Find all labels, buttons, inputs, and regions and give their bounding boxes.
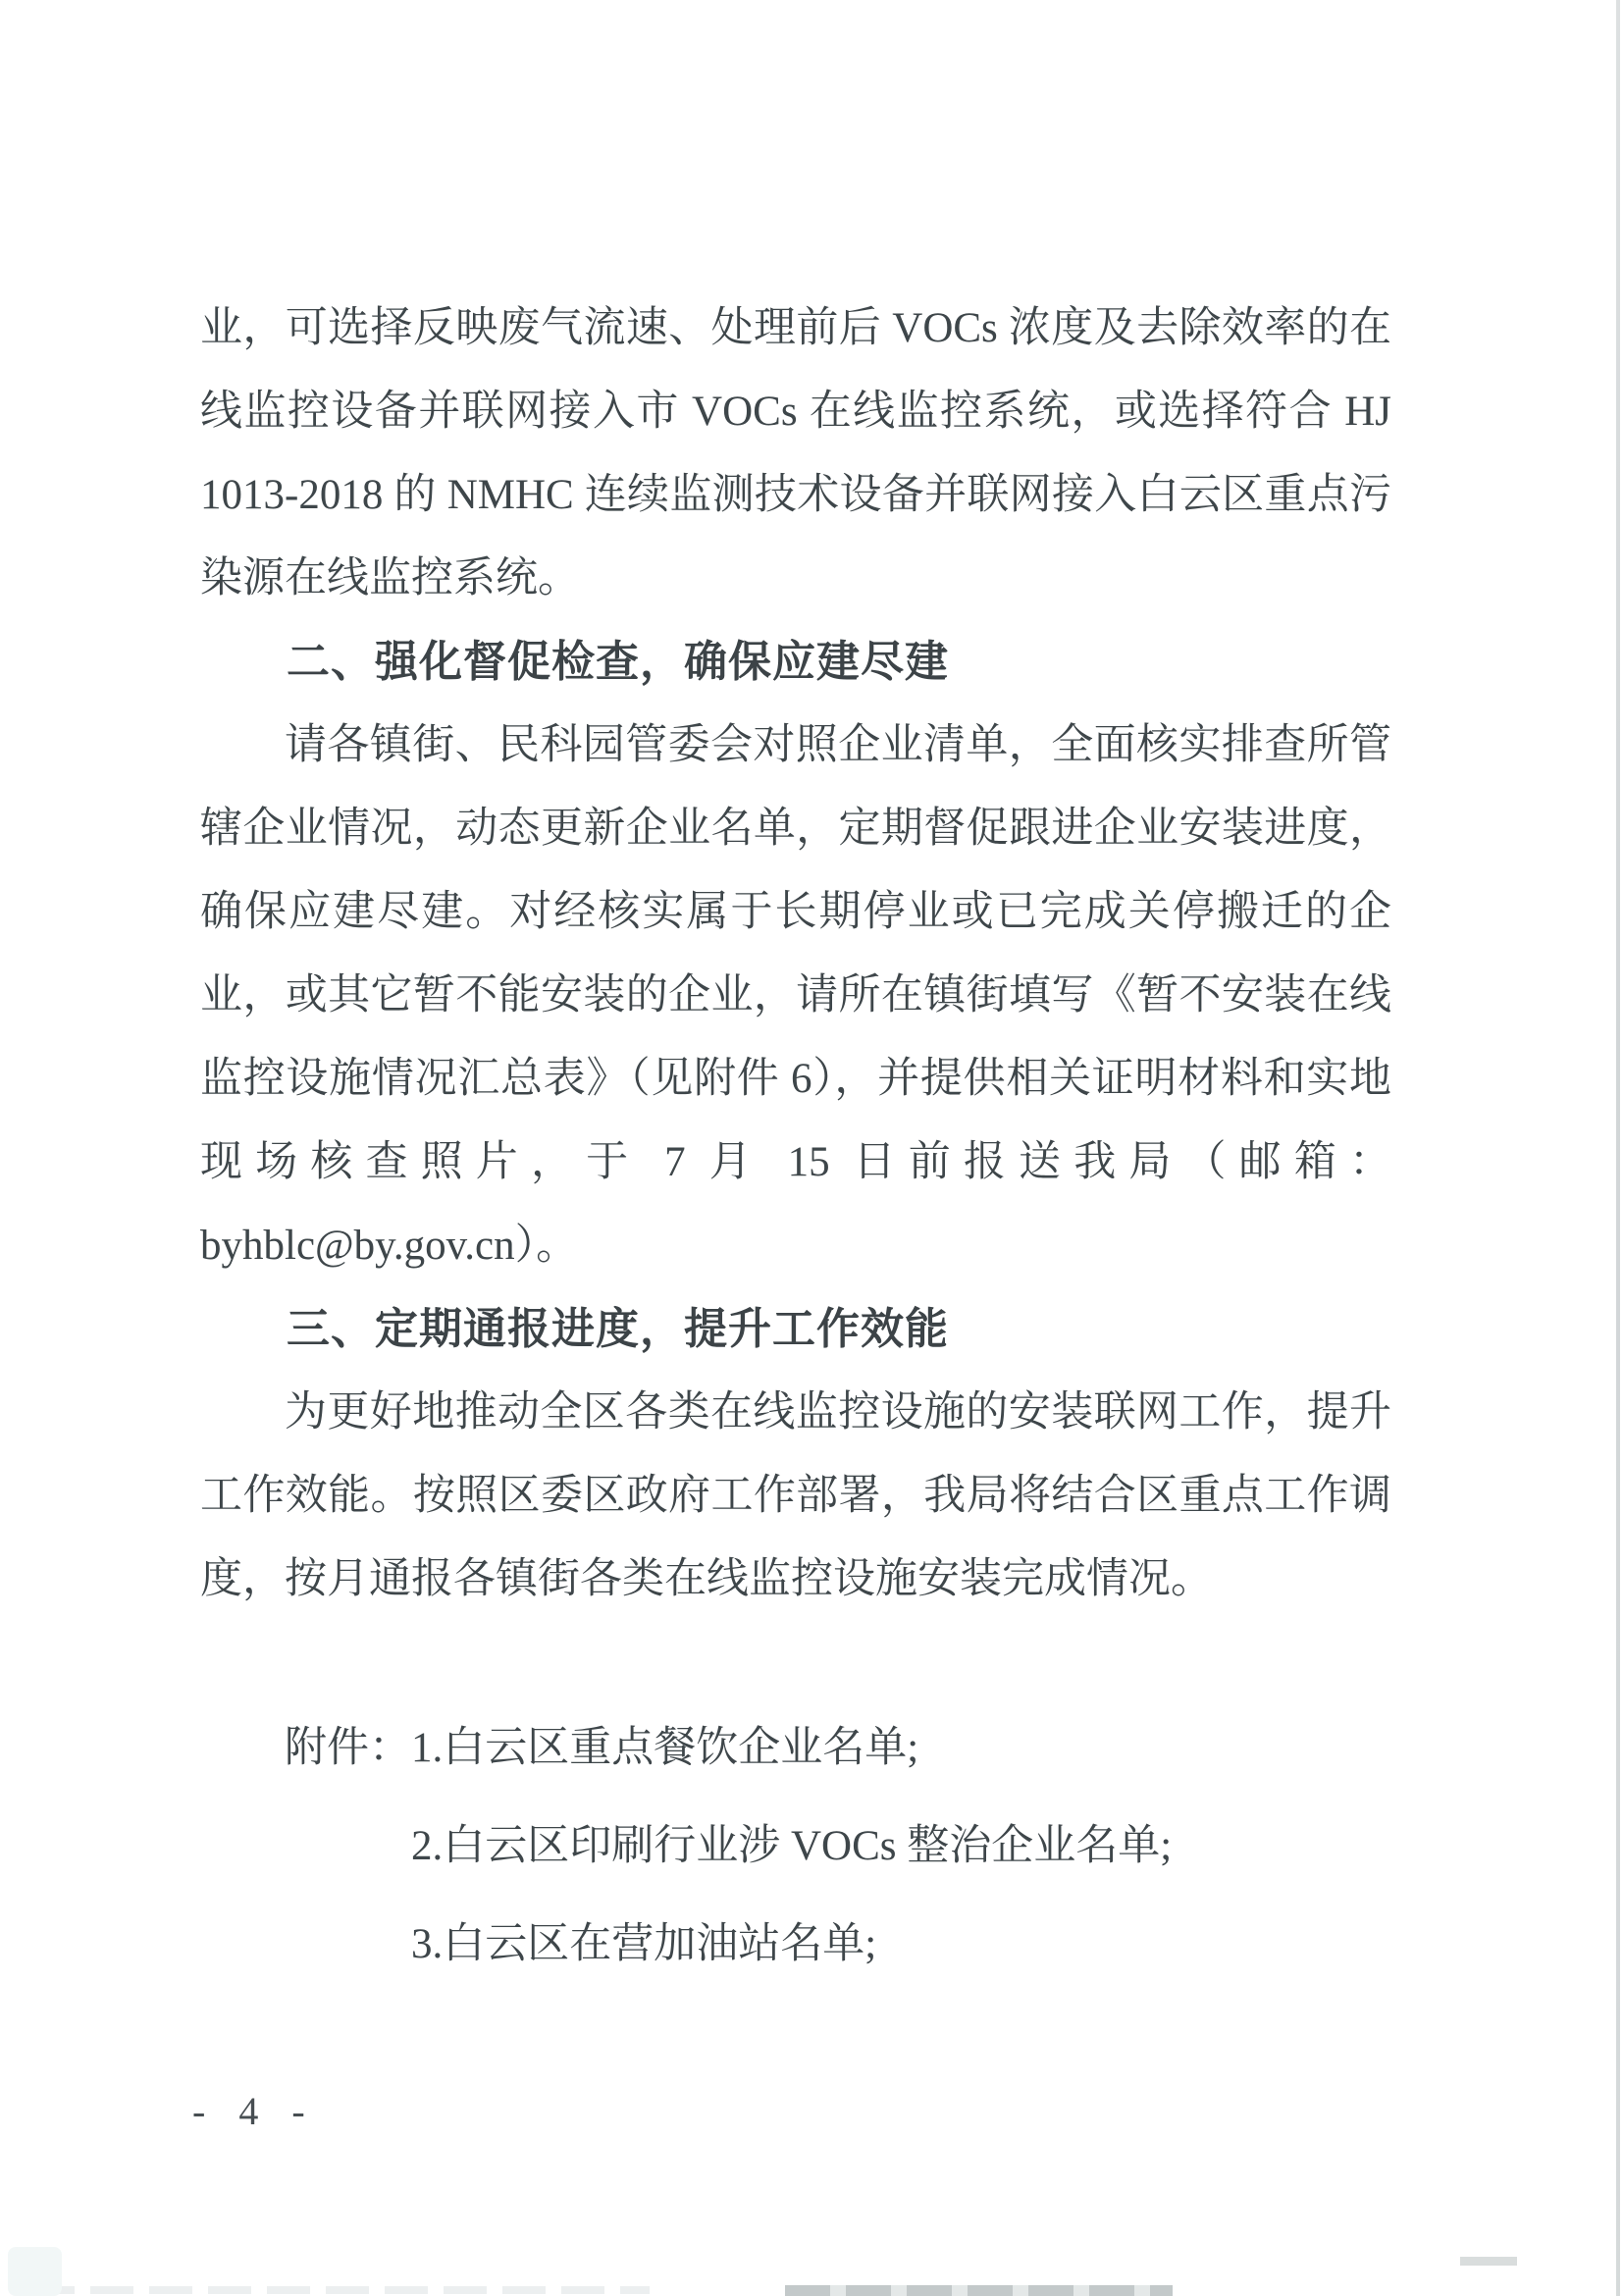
paragraph-3: 为更好地推动全区各类在线监控设施的安装联网工作，提升工作效能。按照区委区政府工作部署，我局将结合区重点工作调度，按月通报各镇街各类在线监控设施安装完成情况。 bbox=[200, 1389, 1391, 1602]
scan-artifact-bottom-middle bbox=[785, 2285, 1173, 2296]
attachment-item-3: 3.白云区在营加油站名单; bbox=[411, 1921, 877, 1967]
document-body bbox=[200, 287, 1391, 1994]
paragraph-continued: 业，可选择反映废气流速、处理前后 VOCs 浓度及去除效率的在线监控设备并联网接入市 VOCs 在线监控系统，或选择符合 HJ 1013-2018 的 NMHC 连续监测技术设备并联网接入白云区重点污染源在线监控系统。 bbox=[200, 305, 1391, 601]
attachments-block bbox=[200, 1699, 1391, 1994]
section-heading-2: 二、强化督促检查，确保应建尽建 bbox=[287, 638, 949, 686]
attachments-label: 附件： bbox=[285, 1725, 411, 1771]
page-number: - 4 - bbox=[192, 2089, 317, 2133]
section-heading-3: 三、定期通报进度，提升工作效能 bbox=[287, 1305, 949, 1353]
attachments-list bbox=[411, 1699, 1391, 1994]
scan-edge-artifact-right bbox=[1616, 0, 1620, 2296]
attachment-item-2: 2.白云区印刷行业涉 VOCs 整治企业名单; bbox=[411, 1823, 1173, 1869]
scan-artifact-bottom-left bbox=[31, 2286, 650, 2294]
attachment-item-1: 1.白云区重点餐饮企业名单; bbox=[411, 1725, 919, 1771]
scan-artifact-bottom-right bbox=[1460, 2257, 1517, 2266]
paragraph-2: 请各镇街、民科园管委会对照企业清单，全面核实排查所管辖企业情况，动态更新企业名单，定期督促跟进企业安装进度，确保应建尽建。对经核实属于长期停业或已完成关停搬迁的企业，或其它暂不能安装的企业，请所在镇街填写《暂不安装在线监控设施情况汇总表》（见附件 6），并提供相关证明材料和实地现场核查照片，于 7 月 15 日前报送我局（邮箱：byhblc@by.gov.cn）。 bbox=[200, 722, 1391, 1269]
scan-artifact-left-smudge bbox=[8, 2247, 62, 2296]
